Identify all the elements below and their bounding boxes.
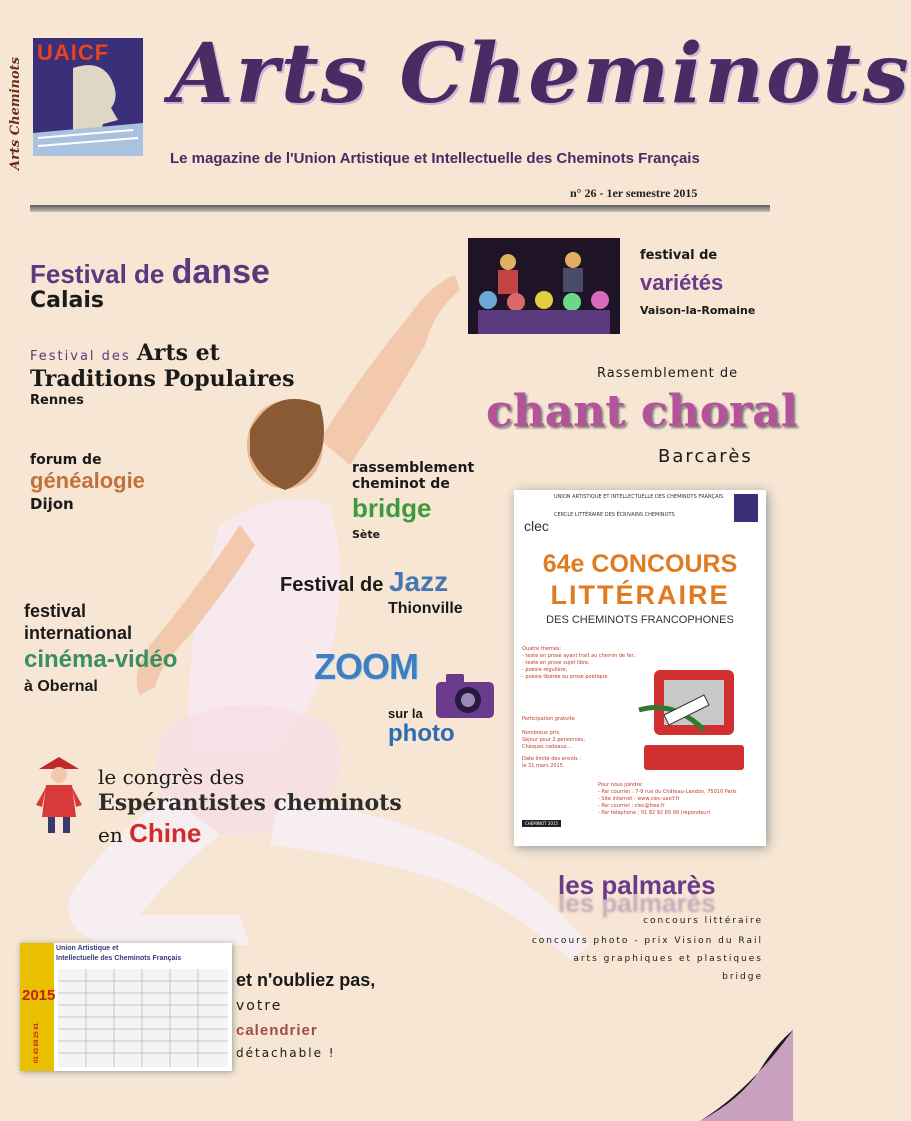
poster-prize: Séjour pour 2 personnes,	[522, 737, 585, 743]
poster-theme: - texte en prose ayant trait au chemin de fer,	[522, 653, 636, 659]
computer-illustration	[634, 660, 754, 780]
arts-pre: Festival des	[30, 349, 137, 364]
chinese-figure-icon	[34, 755, 84, 837]
poster-themes-title: Quatre thèmes:	[522, 646, 562, 652]
poster-theme: - poésie régulière,	[522, 667, 568, 673]
choral-line1: Rassemblement de	[597, 366, 739, 381]
poster-theme: - poésie libérée ou prose poétique.	[522, 674, 610, 680]
poster-logo: clec	[524, 518, 549, 534]
calendar-line2: votre	[236, 998, 283, 1014]
poster-uaicf-logo	[734, 494, 758, 522]
palmares-item: concours littéraire	[643, 916, 763, 926]
magazine-subtitle: Le magazine de l'Union Artistique et Intellectuelle des Cheminots Français	[170, 150, 700, 167]
calendar-title1: Union Artistique et	[56, 945, 119, 952]
side-title	[4, 40, 32, 170]
poster-prize: Nombreux prix,	[522, 730, 561, 736]
palmares-item: bridge	[722, 972, 763, 982]
poster-participation: Participation gratuite	[522, 716, 575, 722]
genealogie-line1: forum de	[30, 452, 102, 468]
arts-big: Arts et	[136, 340, 220, 366]
cinema-line1: festival	[24, 601, 87, 621]
bridge-heading: bridge	[352, 493, 432, 523]
esperanto-line1: le congrès des	[98, 765, 245, 789]
logo-text: UAICF	[37, 40, 110, 65]
poster-prize: Chèques cadeaux...	[522, 744, 572, 750]
varietes-heading: variétés	[640, 270, 724, 295]
concours-poster	[514, 490, 766, 846]
calendar-line1: et n'oubliez pas,	[236, 970, 376, 990]
camera-icon	[432, 668, 498, 722]
calendar-phone: 01 43 89 25 91	[34, 1022, 40, 1063]
varietes-line1: festival de	[640, 248, 718, 263]
arts-subheading: Traditions Populaires	[30, 366, 295, 392]
calendar-grid	[58, 969, 228, 1067]
danse-pre: Festival de	[30, 259, 172, 289]
magazine-title: Arts Cheminots	[170, 26, 911, 122]
jazz-big: Jazz	[388, 566, 449, 597]
side-title-text: Arts Cheminots	[8, 57, 23, 170]
cinema-location: à Obernal	[24, 678, 98, 695]
bridge-line1: rassemblement	[352, 460, 475, 476]
cinema-heading: cinéma-vidéo	[24, 646, 178, 673]
poster-contact-line: - Par téléphone : 01 82 92 65 99 (répondeur)	[598, 810, 711, 816]
poster-theme: - texte en prose sujet libre,	[522, 660, 590, 666]
zoom-line2: sur la	[388, 706, 423, 721]
bridge-location: Sète	[352, 528, 381, 541]
poster-deadline	[522, 756, 581, 770]
palmares-heading: les palmarès	[558, 870, 716, 900]
calendar-title2: Intellectuelle des Cheminots Français	[56, 955, 182, 962]
uaicf-logo	[33, 38, 143, 156]
jazz-location: Thionville	[388, 600, 463, 617]
esperanto-line2: Espérantistes cheminots	[98, 790, 402, 816]
logo-graphic	[33, 38, 143, 156]
poster-contact-title: Pour nous joindre:	[598, 782, 644, 788]
palmares-item: concours photo - prix Vision du Rail	[531, 936, 763, 946]
zoom-heading: ZOOM	[314, 646, 418, 687]
poster-line2: LITTÉRAIRE	[550, 580, 730, 610]
page-curl	[700, 1030, 793, 1121]
poster-tag: CHEMINOT 2015	[522, 820, 561, 827]
poster-deadline-line: le 31 mars 2015	[522, 763, 563, 769]
bridge-intro	[352, 460, 474, 492]
arts-heading	[30, 340, 220, 366]
varietes-location: Vaison-la-Romaine	[640, 304, 756, 317]
cinema-intro	[24, 600, 132, 644]
poster-contact-line: - Par courriel : clec@free.fr	[598, 803, 665, 809]
calendar-line3: calendrier	[236, 1022, 318, 1039]
poster-line3: DES CHEMINOTS FRANCOPHONES	[546, 614, 734, 626]
jazz-pre: Festival de	[280, 574, 389, 596]
calendar-thumbnail	[20, 943, 232, 1071]
poster-themes	[522, 646, 635, 681]
calendar-line4: détachable !	[236, 1046, 336, 1060]
cinema-line2: international	[24, 623, 133, 643]
palmares-item: arts graphiques et plastiques	[573, 954, 763, 964]
header-divider	[30, 205, 770, 212]
poster-prizes	[522, 730, 585, 751]
poster-line1: 64e CONCOURS	[542, 550, 738, 578]
choral-location: Barcarès	[658, 446, 753, 467]
poster-contact-line: - Par courrier : 7-9 rue du Château-Landon, 75010 Paris	[598, 789, 737, 795]
jazz-heading	[280, 566, 448, 598]
bridge-line2: cheminot de	[352, 476, 450, 492]
choral-heading: chant choral	[486, 386, 798, 437]
danse-big: danse	[171, 253, 270, 291]
esperanto-line3	[98, 818, 201, 849]
danse-heading	[30, 253, 270, 292]
poster-contact-line: - Site internet : www.clec-uaicf.fr	[598, 796, 680, 802]
calendar-year: 2015	[22, 987, 56, 1004]
esperanto-pre: en	[98, 823, 130, 847]
danse-location: Calais	[30, 288, 105, 313]
issue-number: n° 26 - 1er semestre 2015	[570, 186, 698, 200]
poster-contact	[598, 782, 737, 817]
arts-location: Rennes	[30, 393, 84, 408]
varietes-photo	[468, 238, 620, 334]
esperanto-big: Chine	[129, 818, 202, 848]
poster-header2: CERCLE LITTÉRAIRE DES ÉCRIVAINS CHEMINOTS	[554, 512, 675, 518]
poster-deadline-line: Date limite des envois :	[522, 756, 582, 762]
poster-header1: UNION ARTISTIQUE ET INTELLECTUELLE DES CHEMINOTS FRANÇAIS	[554, 494, 724, 500]
genealogie-line2: généalogie	[30, 468, 145, 493]
zoom-line3: photo	[388, 720, 455, 747]
genealogie-location: Dijon	[30, 495, 74, 513]
